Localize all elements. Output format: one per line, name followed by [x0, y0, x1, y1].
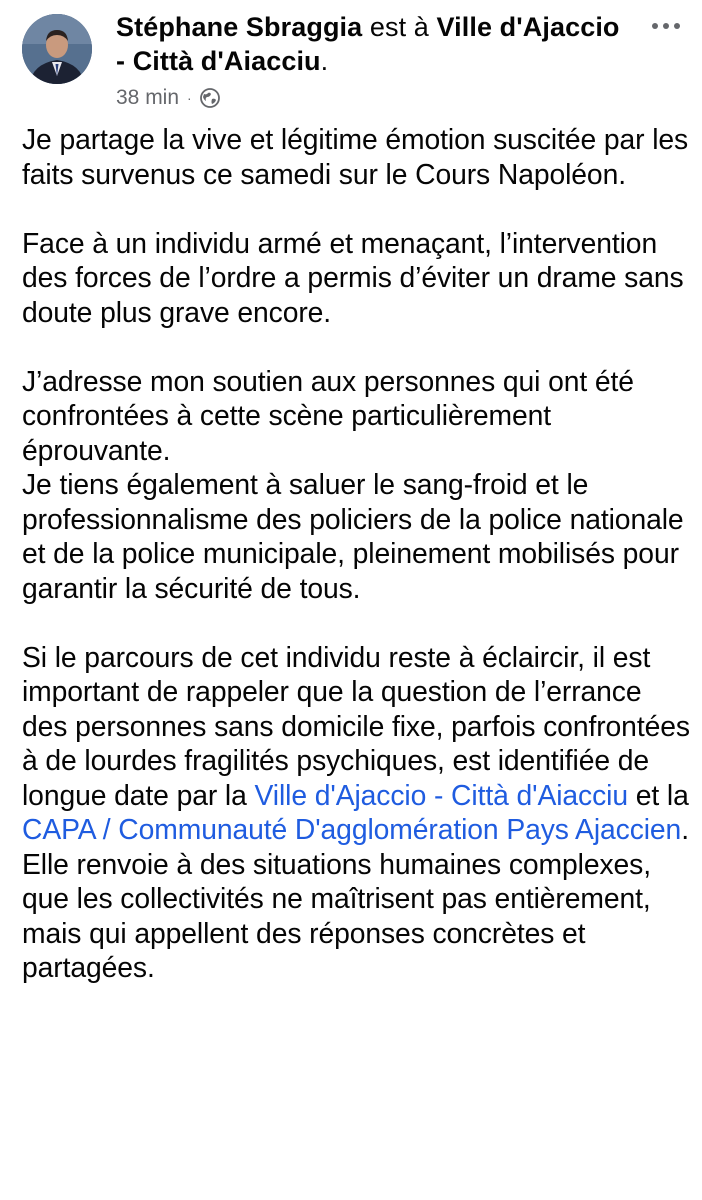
tag-ville-ajaccio-link[interactable]: Ville d'Ajaccio - Città d'Aiacciu	[254, 778, 628, 811]
post-body	[22, 122, 694, 1019]
post-paragraph: Je partage la vive et légitime émotion suscitée par les faits survenus ce samedi sur le Cours Napoléon.	[22, 123, 689, 190]
avatar[interactable]	[22, 14, 92, 84]
meta-separator: ·	[187, 90, 192, 106]
post-header	[0, 0, 702, 112]
paragraph-text: . Elle renvoie à des situations humaines complexes, que les collectivités ne maîtrisent pas entièrement, mais qui appellent des réponses concrètes et partagées.	[22, 813, 689, 983]
post-paragraph	[22, 640, 694, 985]
checkin-verb: est à	[362, 12, 437, 42]
author-name[interactable]: Stéphane Sbraggia	[116, 12, 363, 42]
post-timestamp[interactable]: 38 min	[116, 86, 180, 109]
checkin-period: .	[320, 46, 329, 76]
paragraph-text: Si le parcours de cet individu reste à éclaircir, il est important de rappeler que la question de l’errance des personnes sans domicile fixe, parfois confrontées à de lourdes fragilités psychiques, est identifiée de longue date par la	[22, 640, 690, 811]
post-paragraph: Je tiens également à saluer le sang-froid et le professionnalisme des policiers de la police nationale et de la police municipale, pleinement mobilisés pour garantir la sécurité de tous.	[22, 468, 684, 604]
globe-icon[interactable]	[200, 88, 220, 108]
post-paragraph: Face à un individu armé et menaçant, l’intervention des forces de l’ordre a permis d’éviter un drame sans doute plus grave encore.	[22, 226, 684, 328]
more-options-icon[interactable]	[646, 12, 686, 40]
post-meta	[116, 86, 220, 110]
post-paragraph: J’adresse mon soutien aux personnes qui ont été confrontées à cette scène particulièrement éprouvante.	[22, 364, 634, 466]
paragraph-text: et la	[627, 778, 689, 811]
post-author-line	[116, 10, 636, 78]
tag-capa-link[interactable]: CAPA / Communauté D'agglomération Pays Ajaccien	[22, 813, 682, 845]
checkin-location[interactable]: Ville d'Ajaccio - Città d'Aiacciu	[116, 12, 620, 76]
